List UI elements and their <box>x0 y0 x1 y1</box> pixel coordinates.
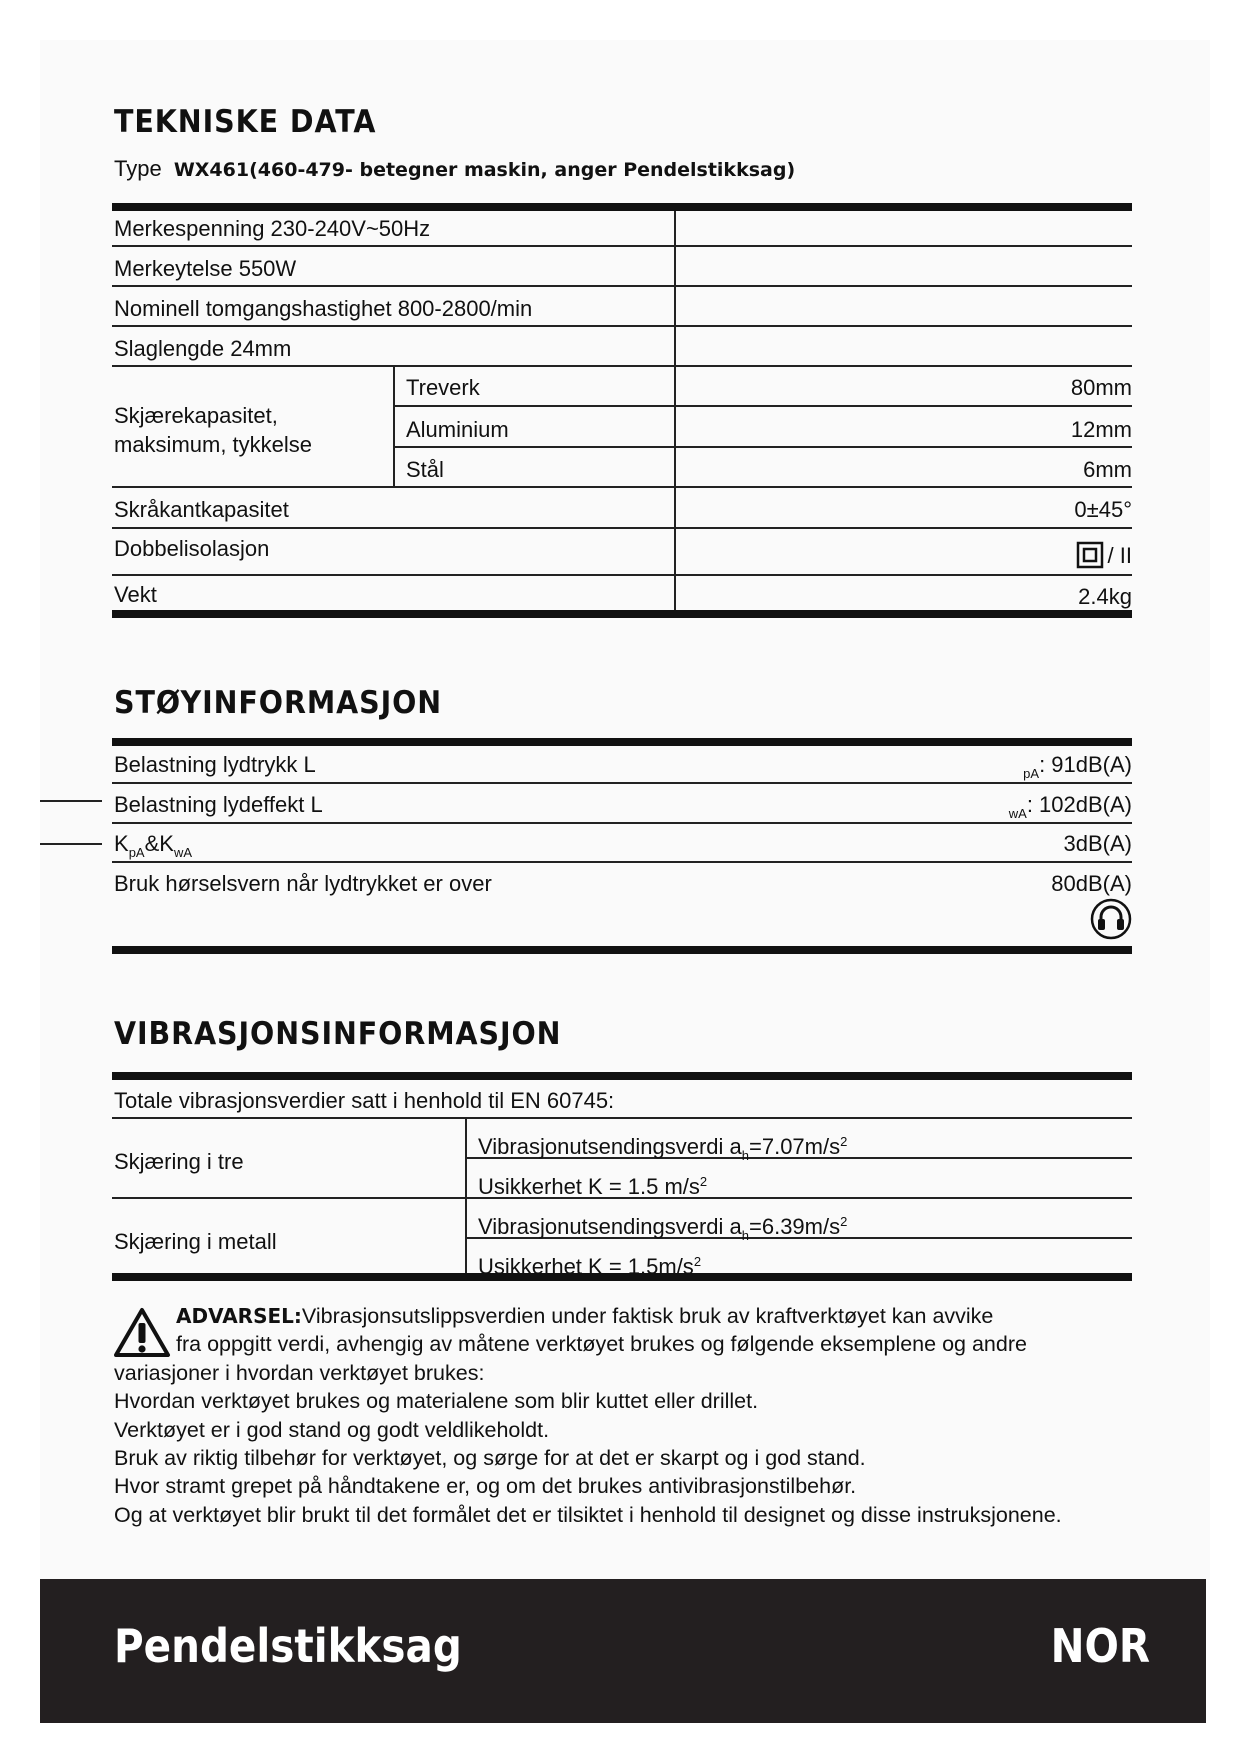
emission-sub: h <box>741 1228 749 1243</box>
vibration-metal-emission <box>478 1209 847 1249</box>
type-label: Type <box>114 156 162 181</box>
vibration-metal-label: Skjæring i metall <box>114 1229 277 1254</box>
squared: 2 <box>699 1174 708 1189</box>
footer-title: Pendelstikksag <box>114 1619 462 1673</box>
metal-emission-value: =6.39m/s <box>749 1214 841 1239</box>
noise-pressure-value: : 91dB(A) <box>1039 752 1132 777</box>
noise-power-value: : 102dB(A) <box>1026 792 1132 817</box>
capacity-aluminium-value: 12mm <box>1070 417 1132 442</box>
warning-line-6: Bruk av riktig tilbehør for verktøyet, og sørge for at det er skarpt og i god stand. <box>114 1446 866 1471</box>
emission-sub: h <box>741 1148 749 1163</box>
weight-label: Vekt <box>114 582 157 607</box>
noise-pressure-value-group <box>680 752 1132 787</box>
double-insulation-icon <box>1076 541 1104 569</box>
capacity-wood-value: 80mm <box>1070 375 1132 400</box>
noise-k-label <box>114 831 192 866</box>
vibration-wood-emission <box>478 1129 847 1169</box>
wood-uncertainty-value: Usikkerhet K = 1.5 m/s <box>478 1174 700 1199</box>
type-line <box>114 156 795 182</box>
warning-line-4: Hvordan verktøyet brukes og materialene som blir kuttet eller drillet. <box>114 1389 759 1414</box>
capacity-label-1: Skjærekapasitet, <box>114 403 278 428</box>
ear-protection-icon <box>1090 898 1132 940</box>
emission-label: Vibrasjonutsendingsverdi a <box>478 1134 742 1159</box>
type-value: WX461(460-479- betegner maskin, anger Pendelstikksag) <box>173 159 796 181</box>
capacity-aluminium-label: Aluminium <box>406 417 509 442</box>
vibration-intro: Totale vibrasjonsverdier satt i henhold til EN 60745: <box>114 1088 615 1113</box>
capacity-steel-label: Stål <box>406 457 444 482</box>
footer-bar <box>40 1579 1206 1723</box>
metal-uncertainty-value: Usikkerhet K = 1.5m/s <box>478 1254 694 1279</box>
squared: 2 <box>840 1214 848 1229</box>
warning-line-1 <box>114 1302 1124 1330</box>
weight-value: 2.4kg <box>1078 584 1132 609</box>
footer-language: NOR <box>1050 1619 1150 1673</box>
warning-text-1: Vibrasjonsutslippsverdien under faktisk bruk av kraftverktøyet kan avvike <box>301 1304 994 1328</box>
capacity-steel-value: 6mm <box>1083 457 1132 482</box>
noise-pressure-sub: pA <box>1023 766 1040 781</box>
bevel-value: 0±45° <box>1074 497 1132 522</box>
vibration-wood-label: Skjæring i tre <box>114 1149 244 1174</box>
noise-power-label: Belastning lydeffekt L <box>114 792 323 817</box>
row-power: Merkeytelse 550W <box>114 256 297 281</box>
wood-emission-value: =7.07m/s <box>749 1134 841 1159</box>
noise-heading: STØYINFORMASJON <box>114 685 443 721</box>
k-sub-wa: wA <box>173 845 193 860</box>
noise-k-value: 3dB(A) <box>1063 831 1132 856</box>
warning-block <box>114 1302 1124 1529</box>
vibration-metal-uncertainty <box>478 1249 701 1280</box>
warning-line-3: variasjoner i hvordan verktøyet brukes: <box>114 1360 485 1385</box>
row-stroke: Slaglengde 24mm <box>114 336 292 361</box>
warning-line-8: Og at verktøyet blir brukt til det formålet det er tilsiktet i henhold til designet og disse instruksjonene. <box>114 1502 1062 1527</box>
side-mark <box>40 800 102 802</box>
vibration-heading: VIBRASJONSINFORMASJON <box>114 1016 562 1052</box>
tech-heading: TEKNISKE DATA <box>114 104 377 140</box>
warning-line-7: Hvor stramt grepet på håndtakene er, og om det brukes antivibrasjonstilbehør. <box>114 1474 857 1499</box>
emission-label: Vibrasjonutsendingsverdi a <box>478 1214 742 1239</box>
row-voltage: Merkespenning 230-240V~50Hz <box>114 216 431 241</box>
warning-title: ADVARSEL: <box>176 1304 302 1328</box>
k-sub-pa: pA <box>128 845 145 860</box>
noise-pressure-label: Belastning lydtrykk L <box>114 752 316 777</box>
vibration-wood-uncertainty <box>478 1169 707 1200</box>
bevel-label: Skråkantkapasitet <box>114 497 289 522</box>
insulation-value: / II <box>1107 543 1132 568</box>
capacity-wood-label: Treverk <box>406 375 480 400</box>
insulation-label: Dobbelisolasjon <box>114 536 270 561</box>
row-speed: Nominell tomgangshastighet 800-2800/min <box>114 296 533 321</box>
squared: 2 <box>693 1254 702 1269</box>
noise-power-value-group <box>680 792 1132 827</box>
warning-line-2: fra oppgitt verdi, avhengig av måtene verktøyet brukes og følgende eksemplene og andre <box>176 1332 1027 1357</box>
warning-line-5: Verktøyet er i god stand og godt veldlikeholdt. <box>114 1417 550 1442</box>
ear-protection-label: Bruk hørselsvern når lydtrykket er over <box>114 871 492 896</box>
squared: 2 <box>840 1134 848 1149</box>
insulation-value-group <box>680 541 1132 569</box>
k-letter: K <box>114 831 129 856</box>
k-amp: &K <box>144 831 174 856</box>
side-mark <box>40 843 102 845</box>
capacity-label-2: maksimum, tykkelse <box>114 432 313 457</box>
ear-protection-value: 80dB(A) <box>1051 871 1132 896</box>
noise-power-sub: wA <box>1008 806 1027 821</box>
